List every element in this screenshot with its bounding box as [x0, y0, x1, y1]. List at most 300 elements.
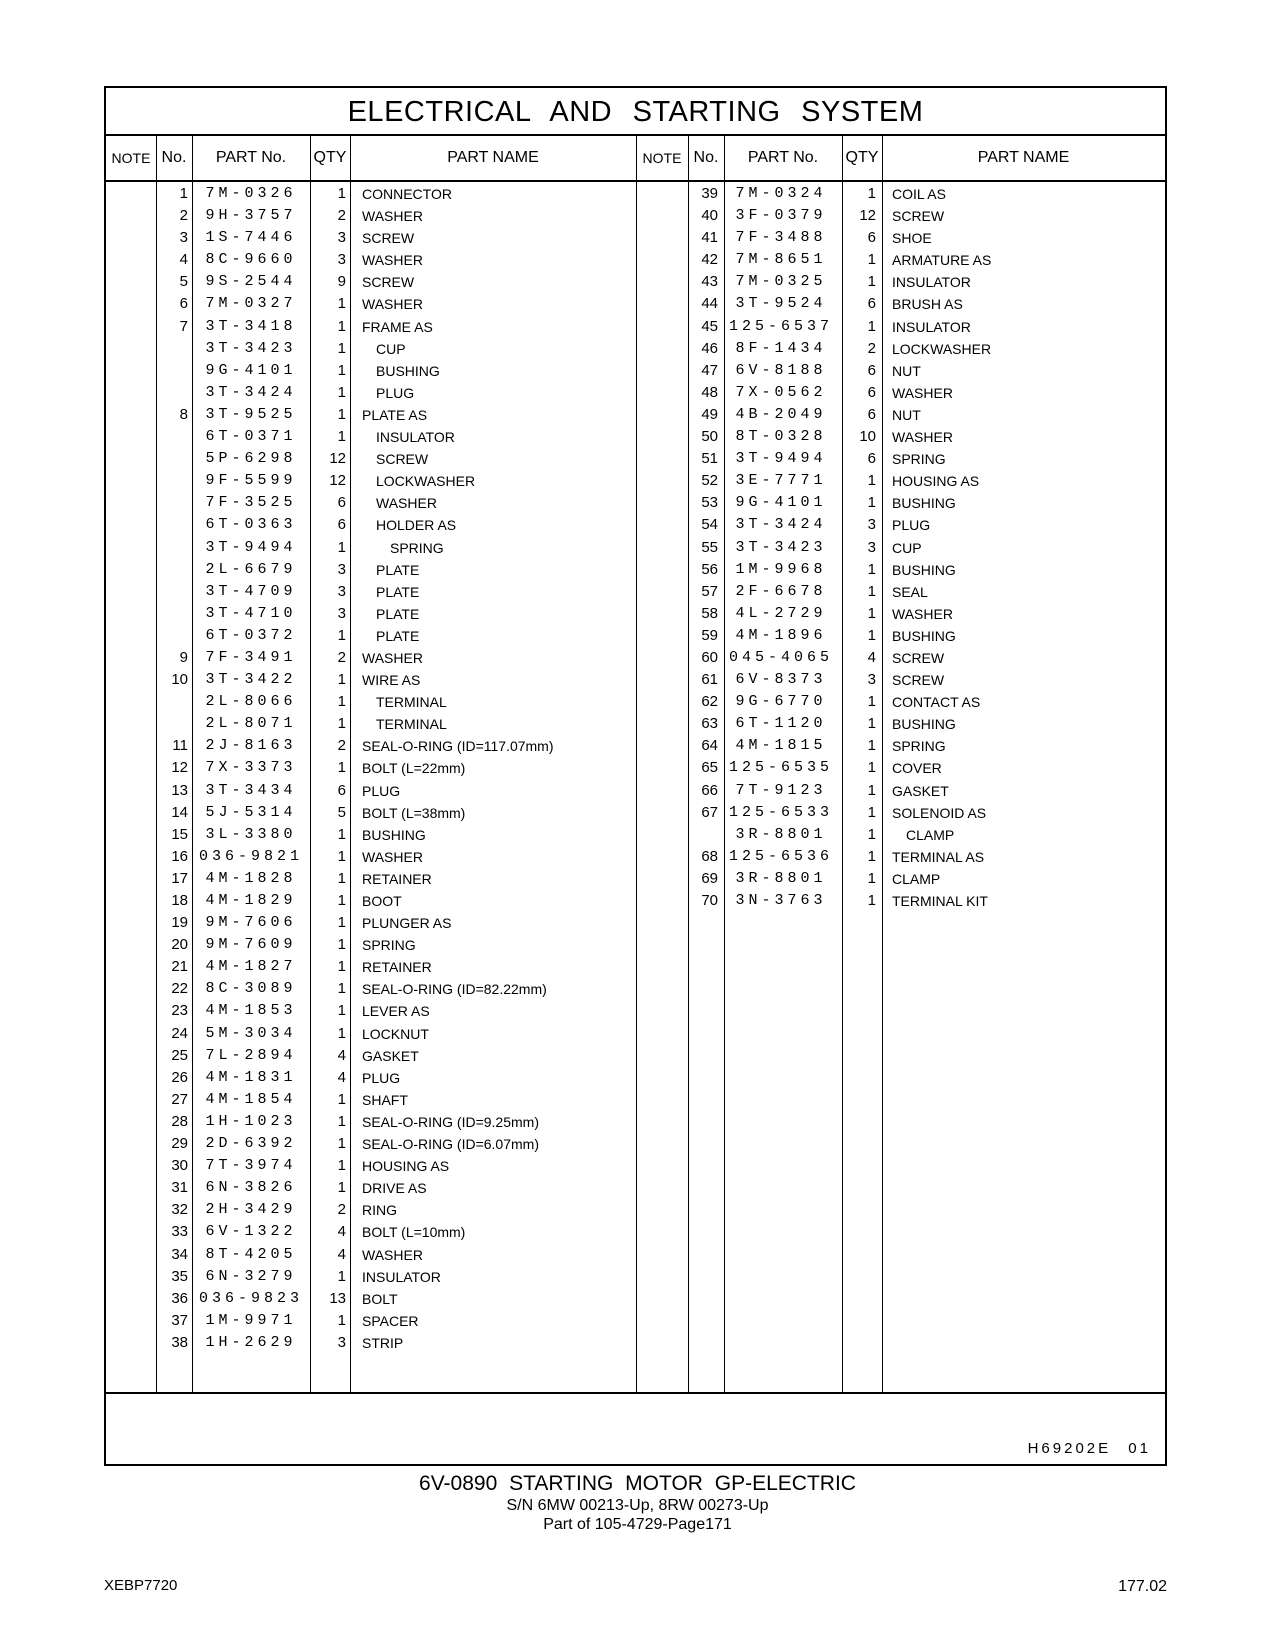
quantity: 3 [337, 560, 346, 578]
item-number: 20 [171, 936, 188, 954]
part-number: 2F-6678 [735, 582, 827, 600]
item-number: 17 [171, 869, 188, 887]
quantity: 1 [337, 295, 346, 313]
part-number: 4L-2729 [735, 604, 827, 622]
item-number: 36 [171, 1289, 188, 1307]
quantity: 3 [337, 229, 346, 247]
part-name: BUSHING [376, 362, 440, 379]
quantity: 6 [337, 516, 346, 534]
item-number: 51 [701, 450, 718, 468]
table-row [106, 360, 636, 382]
part-number: 3T-9524 [735, 295, 827, 313]
part-number: 036-9821 [198, 847, 303, 865]
quantity: 12 [859, 207, 876, 225]
part-number: 3T-4710 [205, 604, 297, 622]
part-number: 4M-1827 [205, 958, 297, 976]
quantity: 1 [337, 538, 346, 556]
item-number: 35 [171, 1267, 188, 1285]
item-number: 55 [701, 538, 718, 556]
table-row [106, 1045, 636, 1067]
right-parts-list [636, 183, 1166, 912]
part-number: 7T-9123 [735, 781, 827, 799]
table-row [636, 360, 1166, 382]
part-name: GASKET [362, 1047, 419, 1064]
quantity: 3 [867, 671, 876, 689]
part-name: SEAL [892, 583, 928, 600]
part-name: SCREW [892, 208, 945, 225]
part-name: BOLT (L=38mm) [362, 804, 466, 821]
part-number: 7M-0326 [205, 185, 297, 202]
item-number: 66 [701, 781, 718, 799]
part-name: SHOE [892, 230, 932, 247]
table-row [106, 824, 636, 846]
table-row [636, 227, 1166, 249]
quantity: 6 [337, 781, 346, 799]
quantity: 12 [329, 472, 346, 490]
quantity: 1 [337, 1311, 346, 1329]
table-row [106, 713, 636, 735]
part-name: BOLT [362, 1290, 398, 1307]
serial-range: S/N 6MW 00213-Up, 8RW 00273-Up [506, 1497, 769, 1514]
part-name: PLUG [376, 384, 415, 401]
item-number: 34 [171, 1245, 188, 1263]
part-number: 4M-1896 [735, 626, 827, 644]
quantity: 6 [867, 361, 876, 379]
part-number: 3F-0379 [735, 207, 827, 225]
table-row [106, 669, 636, 691]
part-name: SCREW [362, 274, 415, 291]
quantity: 3 [867, 516, 876, 534]
part-name: LEVER AS [362, 1003, 430, 1020]
left-parts-list [106, 183, 636, 1354]
quantity: 4 [337, 1046, 346, 1064]
part-name: HOLDER AS [376, 517, 457, 534]
part-name: WASHER [362, 1246, 423, 1263]
quantity: 1 [867, 737, 876, 755]
part-name: BRUSH AS [892, 296, 963, 313]
item-number: 64 [701, 737, 718, 755]
item-number: 37 [171, 1311, 188, 1329]
table-row [106, 581, 636, 603]
part-name: WASHER [362, 296, 423, 313]
item-number: 44 [701, 295, 718, 313]
part-name: LOCKNUT [362, 1025, 429, 1042]
quantity: 1 [337, 428, 346, 446]
part-number: 9S-2544 [205, 273, 297, 291]
table-row [106, 404, 636, 426]
part-name: WASHER [892, 429, 953, 446]
quantity: 12 [329, 450, 346, 468]
quantity: 1 [337, 1157, 346, 1175]
table-row [106, 338, 636, 360]
table-row [636, 404, 1166, 426]
table-row [636, 271, 1166, 293]
item-number: 19 [171, 914, 188, 932]
part-number: 9G-4101 [735, 494, 827, 512]
item-number: 5 [179, 273, 188, 291]
item-number: 33 [171, 1223, 188, 1241]
part-name: SEAL-O-RING (ID=82.22mm) [362, 981, 547, 998]
part-name: LOCKWASHER [376, 473, 476, 490]
part-name: BOLT (L=10mm) [362, 1224, 466, 1241]
part-name: SCREW [362, 230, 415, 247]
table-row [106, 249, 636, 271]
part-name: GASKET [892, 782, 949, 799]
table-row [106, 514, 636, 536]
item-number: 25 [171, 1046, 188, 1064]
quantity: 1 [337, 980, 346, 998]
quantity: 3 [337, 604, 346, 622]
part-name: SPRING [390, 539, 444, 556]
item-number: 38 [171, 1333, 188, 1351]
part-number: 9H-3757 [205, 207, 297, 225]
part-number: 7F-3491 [205, 648, 297, 666]
item-number: 8 [179, 405, 188, 423]
table-row [636, 470, 1166, 492]
quantity: 1 [337, 759, 346, 777]
part-name: BUSHING [362, 826, 426, 843]
table-row [106, 1133, 636, 1155]
part-name: PLATE [376, 605, 420, 622]
table-row [636, 890, 1166, 912]
part-number: 9G-6770 [735, 693, 827, 711]
part-name: SEAL-O-RING (ID=9.25mm) [362, 1113, 539, 1130]
table-row [106, 1067, 636, 1089]
part-number: 3T-3418 [205, 317, 297, 335]
table-row [106, 1089, 636, 1111]
quantity: 1 [337, 361, 346, 379]
part-number: 3T-9494 [735, 450, 827, 468]
item-number: 29 [171, 1135, 188, 1153]
table-row [636, 713, 1166, 735]
item-number: 48 [701, 383, 718, 401]
table-row [106, 293, 636, 315]
table-row [636, 647, 1166, 669]
part-number: 125-6535 [728, 759, 833, 777]
part-number: 3T-3424 [205, 383, 297, 401]
header-part-name: PART NAME [977, 149, 1070, 166]
header-no: No. [161, 149, 187, 166]
page-number: 177.02 [1118, 1578, 1167, 1595]
part-number: 9F-5599 [205, 472, 297, 490]
quantity: 4 [337, 1223, 346, 1241]
header-qty: QTY [845, 149, 879, 166]
table-row [106, 956, 636, 978]
quantity: 1 [337, 715, 346, 733]
quantity: 1 [867, 869, 876, 887]
table-row [106, 1244, 636, 1266]
part-number: 6T-0372 [205, 626, 297, 644]
quantity: 2 [867, 339, 876, 357]
part-name: SCREW [376, 451, 429, 468]
part-number: 9G-4101 [205, 361, 297, 379]
part-name: CONTACT AS [892, 694, 981, 711]
item-number: 65 [701, 759, 718, 777]
quantity: 1 [867, 847, 876, 865]
part-number: 4M-1831 [205, 1068, 297, 1086]
part-number: 8C-9660 [205, 251, 297, 269]
table-row [106, 868, 636, 890]
header-part-no: PART No. [215, 149, 287, 166]
quantity: 2 [337, 648, 346, 666]
item-number: 54 [701, 516, 718, 534]
part-number: 4M-1815 [735, 737, 827, 755]
part-number: 3T-9525 [205, 405, 297, 423]
part-name: RING [362, 1202, 397, 1219]
item-number: 28 [171, 1112, 188, 1130]
table-row [106, 1266, 636, 1288]
quantity: 5 [337, 803, 346, 821]
quantity: 6 [867, 450, 876, 468]
part-number: 6N-3826 [205, 1179, 297, 1197]
part-name: BOLT (L=22mm) [362, 760, 466, 777]
table-row [106, 846, 636, 868]
part-name: SPRING [362, 937, 416, 954]
item-number: 1 [179, 185, 188, 202]
part-number: 7X-3373 [205, 759, 297, 777]
part-number: 125-6537 [728, 317, 833, 335]
part-name: RETAINER [362, 959, 432, 976]
table-row [636, 780, 1166, 802]
table-row [636, 448, 1166, 470]
quantity: 1 [867, 604, 876, 622]
header-note: NOTE [642, 150, 682, 166]
part-name: WASHER [362, 252, 423, 269]
item-number: 40 [701, 207, 718, 225]
table-row [636, 514, 1166, 536]
quantity: 3 [867, 538, 876, 556]
table-row [106, 978, 636, 1000]
quantity: 1 [867, 892, 876, 909]
part-number: 3E-7771 [735, 472, 827, 490]
part-number: 1H-2629 [205, 1333, 297, 1351]
quantity: 1 [337, 914, 346, 932]
quantity: 1 [337, 958, 346, 976]
item-number: 41 [701, 229, 718, 247]
quantity: 1 [867, 781, 876, 799]
quantity: 1 [337, 1179, 346, 1197]
quantity: 6 [867, 383, 876, 401]
table-row [106, 1177, 636, 1199]
item-number: 11 [172, 737, 188, 755]
table-row [636, 183, 1166, 205]
item-number: 10 [171, 671, 188, 689]
part-number: 4M-1854 [205, 1090, 297, 1108]
part-name: CUP [892, 539, 922, 556]
quantity: 1 [337, 339, 346, 357]
part-number: 2L-8071 [205, 715, 297, 733]
part-number: 3T-3423 [205, 339, 297, 357]
table-row [106, 183, 636, 205]
part-name: COVER [892, 760, 942, 777]
part-name: ARMATURE AS [892, 252, 992, 269]
table-row [106, 1199, 636, 1221]
table-row [106, 625, 636, 647]
part-number: 7F-3488 [735, 229, 827, 247]
table-row [636, 249, 1166, 271]
item-number: 46 [701, 339, 718, 357]
part-name: TERMINAL [376, 716, 447, 733]
quantity: 1 [867, 560, 876, 578]
quantity: 6 [337, 494, 346, 512]
table-row [106, 1155, 636, 1177]
part-number: 6T-1120 [735, 715, 827, 733]
part-name: TERMINAL KIT [892, 893, 988, 909]
part-name: HOUSING AS [892, 473, 980, 490]
table-row [106, 603, 636, 625]
part-name: SCREW [892, 649, 945, 666]
quantity: 3 [337, 1333, 346, 1351]
table-row [636, 316, 1166, 338]
part-number: 8T-4205 [205, 1245, 297, 1263]
quantity: 1 [867, 582, 876, 600]
quantity: 1 [867, 825, 876, 843]
part-number: 045-4065 [728, 648, 833, 666]
part-name: PLATE [376, 583, 420, 600]
table-row [106, 426, 636, 448]
item-number: 9 [179, 648, 188, 666]
quantity: 1 [867, 317, 876, 335]
item-number: 13 [171, 781, 188, 799]
table-row [106, 227, 636, 249]
table-row [106, 647, 636, 669]
table-row [636, 735, 1166, 757]
item-number: 45 [701, 317, 718, 335]
item-number: 15 [171, 825, 188, 843]
quantity: 13 [329, 1289, 346, 1307]
part-name: BUSHING [892, 561, 956, 578]
table-row [636, 205, 1166, 227]
part-number: 2L-6679 [205, 560, 297, 578]
table-row [106, 559, 636, 581]
quantity: 2 [337, 737, 346, 755]
quantity: 1 [337, 626, 346, 644]
part-number: 3T-4709 [205, 582, 297, 600]
quantity: 1 [867, 472, 876, 490]
part-name: WASHER [892, 384, 953, 401]
part-number: 7M-8651 [735, 251, 827, 269]
quantity: 1 [337, 317, 346, 335]
part-number: 2H-3429 [205, 1201, 297, 1219]
part-number: 6T-0371 [205, 428, 297, 446]
item-number: 22 [171, 980, 188, 998]
part-name: BUSHING [892, 627, 956, 644]
parts-list-sheet [104, 86, 1167, 1466]
quantity: 1 [337, 383, 346, 401]
part-name: INSULATOR [362, 1268, 441, 1285]
part-name: WASHER [362, 208, 423, 225]
quantity: 1 [867, 759, 876, 777]
part-number: 3T-3434 [205, 781, 297, 799]
part-name: PLATE [376, 627, 420, 644]
item-number: 58 [701, 604, 718, 622]
part-number: 6V-8188 [735, 361, 827, 379]
part-number: 1M-9968 [735, 560, 827, 578]
quantity: 1 [337, 671, 346, 689]
item-number: 69 [701, 869, 718, 887]
illustration-code: H69202E 01 [1027, 1440, 1151, 1457]
item-number: 26 [171, 1068, 188, 1086]
caption [0, 1472, 1275, 1534]
table-row [106, 1023, 636, 1045]
part-name: BOOT [362, 893, 402, 909]
part-name: HOUSING AS [362, 1158, 450, 1175]
quantity: 1 [337, 185, 346, 202]
item-number: 23 [171, 1002, 188, 1020]
part-name: SOLENOID AS [892, 804, 987, 821]
part-number: 7X-0562 [735, 383, 827, 401]
table-row [106, 780, 636, 802]
part-name: PLATE [376, 561, 420, 578]
part-number: 125-6533 [728, 803, 833, 821]
quantity: 9 [337, 273, 346, 291]
part-name: RETAINER [362, 870, 432, 887]
part-name: DRIVE AS [362, 1180, 427, 1197]
table-row [106, 316, 636, 338]
item-number: 61 [701, 671, 718, 689]
table-row [106, 735, 636, 757]
table-row [106, 1000, 636, 1022]
part-number: 1H-1023 [205, 1112, 297, 1130]
quantity: 1 [337, 1112, 346, 1130]
quantity: 2 [337, 1201, 346, 1219]
quantity: 1 [867, 693, 876, 711]
item-number: 49 [701, 405, 718, 423]
quantity: 3 [337, 251, 346, 269]
part-number: 6N-3279 [205, 1267, 297, 1285]
part-name: SEAL-O-RING (ID=117.07mm) [362, 738, 554, 755]
part-number: 2D-6392 [205, 1135, 297, 1153]
quantity: 3 [337, 582, 346, 600]
quantity: 1 [337, 405, 346, 423]
part-number: 3L-3380 [205, 825, 297, 843]
part-name: INSULATOR [892, 318, 971, 335]
item-number: 4 [179, 251, 188, 269]
header-part-no: PART No. [747, 149, 819, 166]
part-number: 8F-1434 [735, 339, 827, 357]
table-row [106, 205, 636, 227]
part-name: CONNECTOR [362, 186, 452, 202]
item-number: 59 [701, 626, 718, 644]
quantity: 6 [867, 229, 876, 247]
part-number: 4M-1828 [205, 869, 297, 887]
part-number: 7M-0324 [735, 185, 827, 202]
part-name: TERMINAL AS [892, 848, 985, 865]
quantity: 10 [859, 428, 876, 446]
table-row [636, 382, 1166, 404]
part-number: 6V-8373 [735, 671, 827, 689]
item-number: 56 [701, 560, 718, 578]
part-of-reference: Part of 105-4729-Page171 [543, 1516, 732, 1533]
part-name: SPRING [892, 738, 946, 755]
item-number: 24 [171, 1024, 188, 1042]
table-row [636, 426, 1166, 448]
part-number: 4M-1853 [205, 1002, 297, 1020]
part-name: SEAL-O-RING (ID=6.07mm) [362, 1136, 539, 1153]
item-number: 53 [701, 494, 718, 512]
part-name: CLAMP [906, 826, 955, 843]
part-number: 3T-9494 [205, 538, 297, 556]
item-number: 32 [171, 1201, 188, 1219]
part-number: 7T-3974 [205, 1157, 297, 1175]
part-number: 6T-0363 [205, 516, 297, 534]
table-row [636, 581, 1166, 603]
table-row [106, 934, 636, 956]
item-number: 3 [179, 229, 188, 247]
part-number: 8T-0328 [735, 428, 827, 446]
part-name: BUSHING [892, 716, 956, 733]
item-number: 39 [701, 185, 718, 202]
